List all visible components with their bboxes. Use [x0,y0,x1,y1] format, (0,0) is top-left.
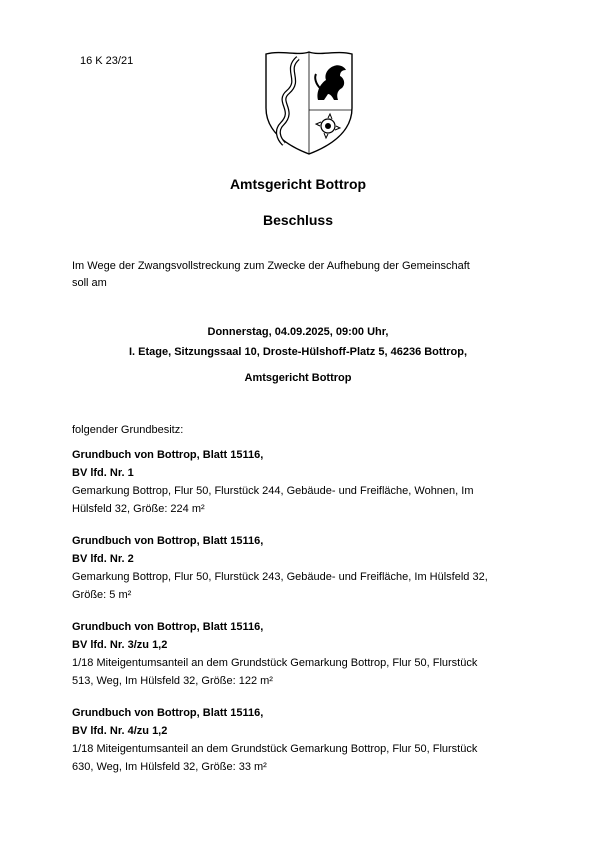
property-list [72,446,532,790]
nrw-coat-of-arms-icon [254,48,364,156]
property-description: Größe: 5 m² [72,589,132,601]
property-register: Grundbuch von Bottrop, Blatt 15116, [72,621,264,633]
property-entry: BV lfd. Nr. 3/zu 1,2 [72,639,168,651]
property-entry: BV lfd. Nr. 1 [72,467,134,479]
property-register: Grundbuch von Bottrop, Blatt 15116, [72,707,264,719]
hearing-location: I. Etage, Sitzungssaal 10, Droste-Hülshoff-Platz 5, 46236 Bottrop, [128,346,468,358]
intro-line: soll am [72,277,107,289]
property-description: 1/18 Miteigentumsanteil an dem Grundstück Gemarkung Bottrop, Flur 50, Flurstück [72,657,478,669]
property-item [72,446,532,518]
property-description: Gemarkung Bottrop, Flur 50, Flurstück 244, Gebäude- und Freifläche, Wohnen, Im [72,485,474,497]
document-title: Beschluss [262,212,334,228]
intro-line: Im Wege der Zwangsvollstreckung zum Zwecke der Aufhebung der Gemeinschaft [72,260,470,272]
property-description: Hülsfeld 32, Größe: 224 m² [72,503,205,515]
court-title: Amtsgericht Bottrop [229,176,367,192]
intro-text [72,258,532,292]
property-item [72,704,532,776]
property-entry: BV lfd. Nr. 4/zu 1,2 [72,725,168,737]
property-register: Grundbuch von Bottrop, Blatt 15116, [72,449,264,461]
property-description: Gemarkung Bottrop, Flur 50, Flurstück 243, Gebäude- und Freifläche, Im Hülsfeld 32, [72,571,488,583]
property-intro: folgender Grundbesitz: [72,424,184,436]
property-item [72,532,532,604]
hearing-court: Amtsgericht Bottrop [244,372,352,384]
property-register: Grundbuch von Bottrop, Blatt 15116, [72,535,264,547]
property-description: 630, Weg, Im Hülsfeld 32, Größe: 33 m² [72,761,267,773]
property-entry: BV lfd. Nr. 2 [72,553,134,565]
hearing-datetime: Donnerstag, 04.09.2025, 09:00 Uhr, [207,326,389,338]
property-description: 1/18 Miteigentumsanteil an dem Grundstück Gemarkung Bottrop, Flur 50, Flurstück [72,743,478,755]
property-description: 513, Weg, Im Hülsfeld 32, Größe: 122 m² [72,675,273,687]
property-item [72,618,532,690]
case-number: 16 K 23/21 [80,55,134,67]
